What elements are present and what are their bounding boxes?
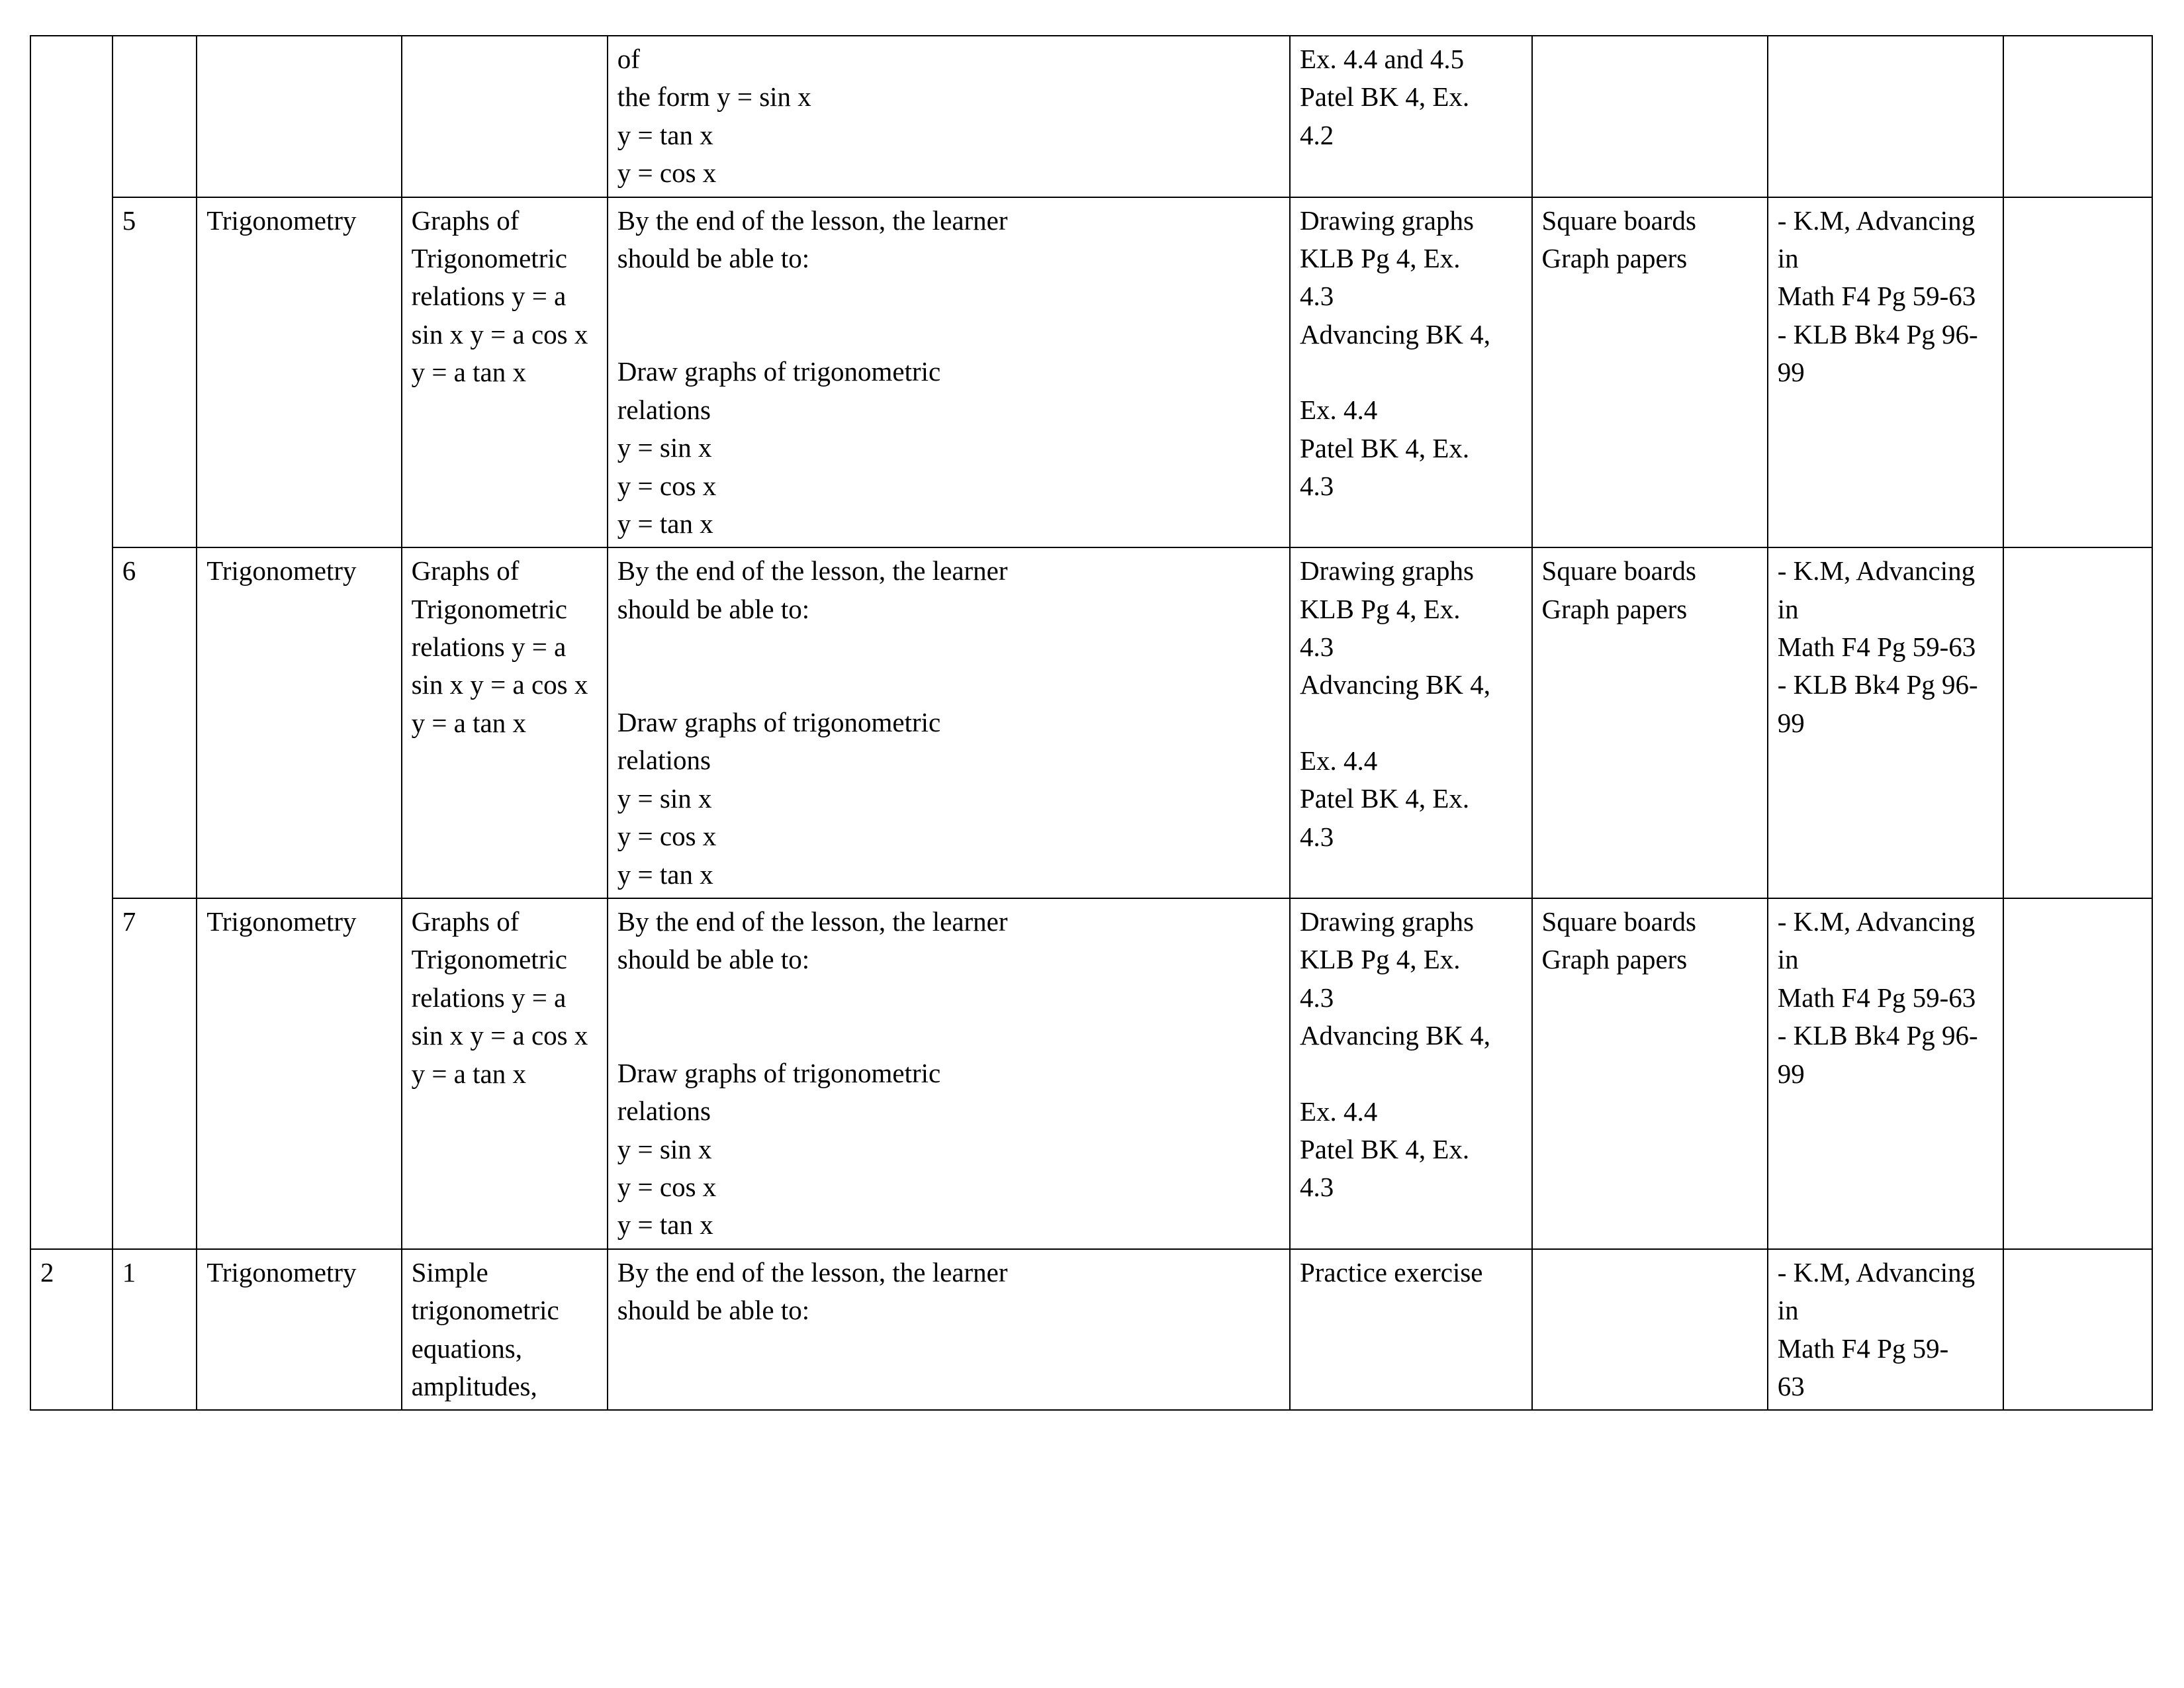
objective-line: y = sin x [617,1133,712,1164]
cell-remarks [2003,1249,2152,1411]
reference-line: - K.M, Advancing [1777,555,1976,586]
scheme-of-work-table [30,35,2153,1411]
activity-line: KLB Pg 4, Ex. [1299,593,1461,624]
reference-line: 63 [1777,1370,1805,1401]
cell-lesson: 7 [113,898,197,1249]
cell-objectives [608,1249,1290,1411]
subtopic-line: Trigonometric [411,944,567,975]
reference-line: - KLB Bk4 Pg 96- [1777,318,1978,350]
resource-line: Square boards [1541,906,1696,937]
cell-references [1768,1249,2003,1411]
objective-line: Draw graphs of trigonometric [617,356,941,387]
activity-line: Ex. 4.4 [1299,745,1378,776]
activity-line-blank [1300,353,1524,391]
objective-line: By the end of the lesson, the learner [617,906,1008,937]
cell-subtopic [402,197,608,548]
activity-line: Drawing graphs [1299,555,1474,586]
objective-line-blank [617,666,1281,704]
reference-line: in [1777,1295,1799,1326]
cell-topic [197,36,401,197]
cell-lesson: 6 [113,547,197,898]
cell-subtopic [402,547,608,898]
reference-line: - K.M, Advancing [1777,906,1976,937]
activity-line: KLB Pg 4, Ex. [1299,242,1461,273]
reference-line: 99 [1777,707,1805,738]
reference-line: Math F4 Pg 59-63 [1777,632,1976,663]
activity-line: Advancing BK 4, [1299,318,1491,350]
activity-line: Practice exercise [1299,1256,1483,1288]
subtopic-line: Graphs of [411,906,520,937]
cell-references [1768,36,2003,197]
activity-line: 4.2 [1299,119,1334,150]
cell-remarks [2003,547,2152,898]
subtopic-line: relations y = a [411,982,567,1013]
subtopic-line: trigonometric [411,1295,559,1326]
cell-learning-activities [1290,197,1532,548]
objective-line: Draw graphs of trigonometric [617,707,941,738]
subtopic-line: y = a tan x [411,707,526,738]
cell-objectives [608,547,1290,898]
activity-line-blank [1300,1055,1524,1093]
cell-subtopic [402,898,608,1249]
cell-remarks [2003,898,2152,1249]
objective-line: Draw graphs of trigonometric [617,1057,941,1088]
cell-learning-activities [1290,547,1532,898]
objective-line: By the end of the lesson, the learner [617,1256,1008,1288]
activity-line: 4.3 [1299,470,1334,501]
objective-line: By the end of the lesson, the learner [617,555,1008,586]
cell-topic: Trigonometry [197,197,401,548]
objective-line: By the end of the lesson, the learner [617,205,1008,236]
subtopic-line: sin x y = a cos x [411,1020,588,1051]
cell-resources [1532,898,1768,1249]
activity-line: Patel BK 4, Ex. [1299,1133,1470,1164]
objective-line: y = tan x [617,1209,713,1241]
objective-line-blank [617,277,1281,315]
objective-line: of [617,44,640,74]
cell-resources [1532,1249,1768,1411]
activity-line: Ex. 4.4 [1299,1096,1378,1127]
cell-references [1768,197,2003,548]
cell-lesson: 1 [113,1249,197,1411]
resource-line: Square boards [1541,205,1696,236]
objective-line: y = tan x [617,508,713,539]
table-row [30,197,2152,548]
cell-objectives [608,898,1290,1249]
table-row [30,547,2152,898]
reference-line: Math F4 Pg 59- [1777,1333,1949,1364]
table-row [30,36,2152,197]
cell-references [1768,898,2003,1249]
resource-line: Graph papers [1541,242,1688,273]
activity-line-blank [1300,704,1524,742]
reference-line: - KLB Bk4 Pg 96- [1777,669,1978,700]
objective-line: y = cos x [617,470,717,501]
subtopic-line: amplitudes, [411,1370,537,1401]
reference-line: - KLB Bk4 Pg 96- [1777,1020,1978,1051]
cell-week [30,36,113,1249]
activity-line: 4.3 [1299,632,1334,663]
resource-line: Graph papers [1541,593,1688,624]
subtopic-line: y = a tan x [411,1058,526,1089]
subtopic-line: sin x y = a cos x [411,318,588,350]
cell-learning-activities [1290,1249,1532,1411]
activity-line: 4.3 [1299,982,1334,1013]
objective-line: y = cos x [617,821,717,852]
objective-line-blank [617,315,1281,353]
subtopic-line: y = a tan x [411,357,526,388]
reference-line: Math F4 Pg 59-63 [1777,281,1976,312]
subtopic-line: sin x y = a cos x [411,669,588,700]
table-row [30,898,2152,1249]
resource-line: Graph papers [1541,944,1688,975]
activity-line: 4.3 [1299,1172,1334,1203]
reference-line: 99 [1777,357,1805,388]
subtopic-line: Graphs of [411,555,520,586]
activity-line: KLB Pg 4, Ex. [1299,944,1461,975]
activity-line: 4.3 [1299,281,1334,312]
objective-line-blank [617,1017,1281,1055]
objective-line: should be able to: [617,944,810,975]
objective-line-blank [617,628,1281,666]
cell-remarks [2003,36,2152,197]
cell-week: 2 [30,1249,113,1411]
objective-line-blank [617,979,1281,1017]
activity-line: Advancing BK 4, [1299,1020,1491,1051]
activity-line: Ex. 4.4 and 4.5 [1299,44,1465,74]
objective-line: y = cos x [617,158,717,189]
reference-line: in [1777,944,1799,975]
subtopic-line: relations y = a [411,632,567,663]
cell-learning-activities [1290,36,1532,197]
cell-lesson [113,36,197,197]
objective-line: the form y = sin x [617,81,811,113]
cell-topic: Trigonometry [197,1249,401,1411]
cell-remarks [2003,197,2152,548]
cell-topic: Trigonometry [197,547,401,898]
reference-line: Math F4 Pg 59-63 [1777,982,1976,1013]
cell-topic: Trigonometry [197,898,401,1249]
reference-line: - K.M, Advancing [1777,1256,1976,1288]
cell-objectives [608,197,1290,548]
objective-line: should be able to: [617,242,810,273]
activity-line: Drawing graphs [1299,205,1474,236]
reference-line: in [1777,242,1799,273]
objective-line: y = sin x [617,432,712,463]
subtopic-line: Simple [411,1256,488,1288]
objective-line: y = sin x [617,782,712,814]
objective-line: relations [617,745,711,776]
subtopic-line: Trigonometric [411,242,567,273]
activity-line: Advancing BK 4, [1299,669,1491,700]
objective-line: should be able to: [617,1295,810,1326]
objective-line: y = tan x [617,859,713,890]
cell-references [1768,547,2003,898]
reference-line: in [1777,593,1799,624]
subtopic-line: relations y = a [411,281,567,312]
reference-line: - K.M, Advancing [1777,205,1976,236]
activity-line: Patel BK 4, Ex. [1299,81,1470,113]
subtopic-line: Graphs of [411,205,520,236]
objective-line: relations [617,1096,711,1127]
table-row [30,1249,2152,1411]
objective-line: should be able to: [617,593,810,624]
subtopic-line: equations, [411,1333,522,1364]
cell-learning-activities [1290,898,1532,1249]
cell-subtopic [402,1249,608,1411]
activity-line: Ex. 4.4 [1299,395,1378,426]
reference-line: 99 [1777,1058,1805,1089]
cell-lesson: 5 [113,197,197,548]
subtopic-line: Trigonometric [411,593,567,624]
cell-objectives [608,36,1290,197]
resource-line: Square boards [1541,555,1696,586]
activity-line: Patel BK 4, Ex. [1299,783,1470,814]
objective-line: relations [617,394,711,425]
cell-resources [1532,547,1768,898]
activity-line: 4.3 [1299,821,1334,852]
cell-subtopic [402,36,608,197]
cell-resources [1532,36,1768,197]
activity-line: Drawing graphs [1299,906,1474,937]
activity-line: Patel BK 4, Ex. [1299,432,1470,463]
cell-resources [1532,197,1768,548]
objective-line: y = tan x [617,119,713,150]
objective-line: y = cos x [617,1171,717,1202]
